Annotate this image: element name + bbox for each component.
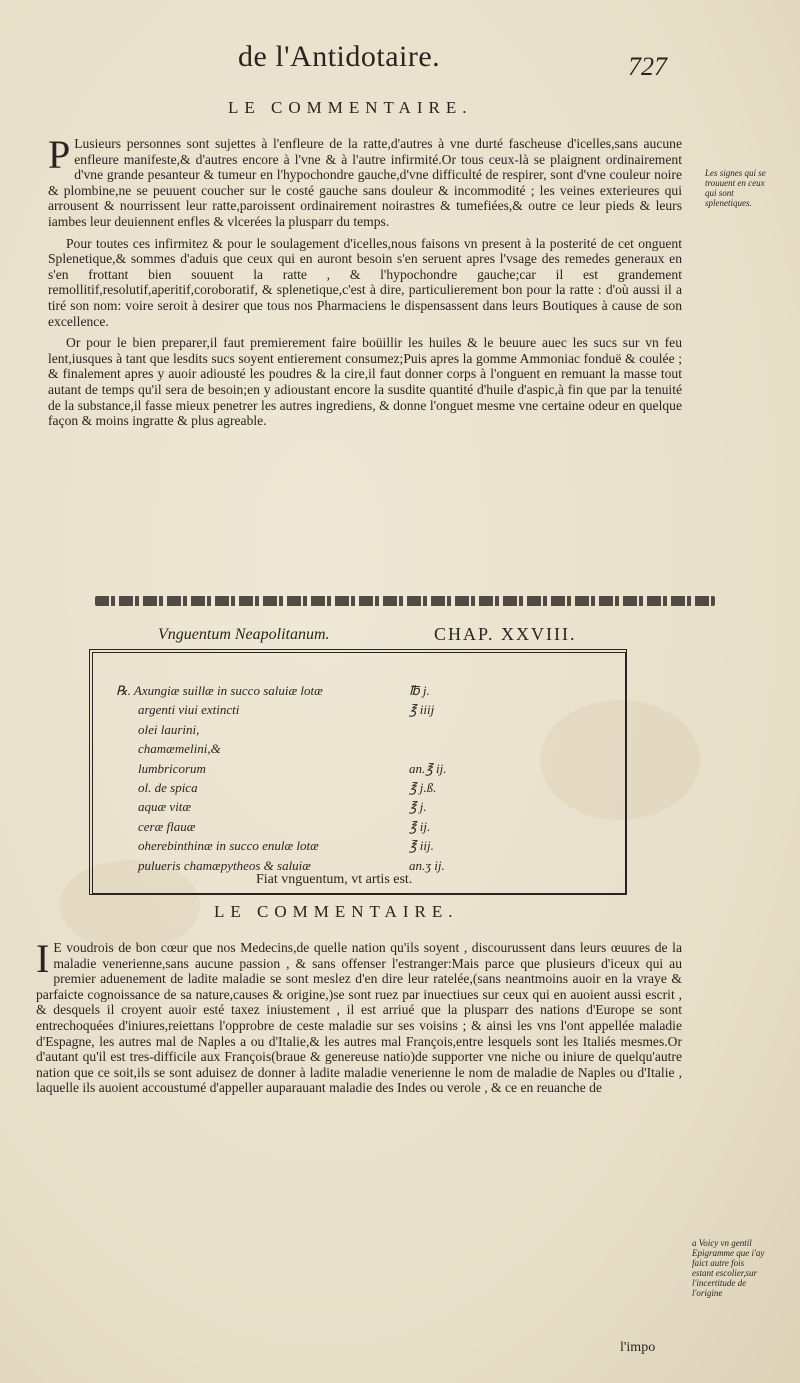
recipe-ingredient: argenti viui extincti <box>138 702 240 718</box>
paragraph: Or pour le bien preparer,il faut premierement faire boüillir les huiles & le beuure auec les sucs sur vn feu lent,iusques à tant que lesdits sucs soyent entierement consumez;Puis apres la gomme Ammoniac fonduë & coulée ; & finalement apres y auoir adiousté les poudres & la cire,il faut donner corps à l'onguent en remuant la masse tout autant de temps qu'il sera de besoin;en y adioustant encore la susdite quantité d'huile d'aspic,à fin que par la tenuité de la substance,il fasse mieux penetrer les autres ingrediens, & donne l'onguet mesme vne certaine odeur en quelque façon & moins ingratte & plus agreable. <box>48 335 682 429</box>
running-header: de l'Antidotaire. <box>238 40 441 73</box>
catchword: l'impo <box>620 1340 656 1355</box>
recipe-ingredient: aquæ vitæ <box>138 799 192 815</box>
recipe-closing: Fiat vnguentum, vt artis est. <box>256 872 413 887</box>
recipe-row <box>116 761 496 780</box>
recipe-row <box>116 702 496 721</box>
recipe-quantity: ℥ j. <box>409 799 427 815</box>
recipe-row <box>116 799 496 818</box>
recipe-ingredient: olei laurini, <box>138 721 200 737</box>
chapter-title: Vnguentum Neapolitanum. <box>158 626 330 643</box>
recipe-row <box>116 838 496 857</box>
section-heading-commentary: LE COMMENTAIRE. <box>228 98 473 117</box>
recipe-list <box>116 683 496 877</box>
recipe-row <box>116 722 496 741</box>
drop-cap: I <box>36 936 50 981</box>
recipe-row <box>116 819 496 838</box>
recipe-ingredient: ol. de spica <box>138 779 198 795</box>
recipe-quantity: ℥ ij. <box>409 818 431 834</box>
recipe-ingredient: ℞. Axungiæ suillæ in succo saluiæ lotæ <box>116 683 323 698</box>
recipe-quantity: ℥ iij. <box>409 838 434 854</box>
drop-cap: P <box>48 132 71 177</box>
paragraph: P Lusieurs personnes sont sujettes à l'enfleure de la ratte,d'autres à vne durté fascheuse d'icelles,sans aucune enfleure manifeste,& d'autres encore à l'vne & à l'autre infirmité.Or tous ceux-là se plaignent ordinairement d'vne grande pesanteur & tumeur en l'hypochondre gauche,d'vne difficulté de respirer, sont d'vne couleur noire & plombine,ne se peuuent coucher sur le costé gauche sans douleur & incommodité ; les veines exterieures qui arrousent & nourrissent leur ratte,paroissent ordinairement noirastres & tumefiées,& outre ce leur pieds & leurs iambes leur deuiennent enfles & vlcerées la plusparr du temps. <box>48 132 682 229</box>
page-number: 727 <box>628 52 667 81</box>
recipe-ingredient: lumbricorum <box>138 760 206 776</box>
recipe-quantity: ℔ j. <box>409 683 430 698</box>
ornamental-rule <box>95 596 715 606</box>
paragraph: I E voudrois de bon cœur que nos Medecins,de quelle nation qu'ils soyent , discourussent dans leurs œuures de la maladie venerienne,sans aucune passion , & sans offenser l'estranger:Mais parce que plusieurs d'iceux qui au premier aduenement de ladite maladie se sont meslez d'en dire leur ratelée,(sans neantmoins auoir en la vraye & parfaicte cognoissance de sa nature,causes & origine,)se sont ruez par inuectiues sur ceux qui en auoient aussi escrit , & desquels il croyent auoir esté taxez iniustement , il est arriué que la plusparr des nations d'Europe se sont entrechoquées d'iniures,reiettans l'opprobre de ceste maladie sur ses voisins ; & ainsi les vns l'ont appellée maladie d'Espagne, les autres mal de Naples a ou d'Italie,& les autres mal François,entre lesquels sont les Italiés mesmes.Or d'autant qu'il est tres-difficile aux François(braue & genereuse natio)de supporter vne niche ou iniure de quelqu'autre nation que ce soit,ils se sont aduisez de donner à ladite maladie venerienne le nom de maladie de Naples ou d'Italie , laquelle ils auoient accoustumé d'appeller auparauant maladie des Indes ou verole , & ce en reuanche de <box>36 936 682 1096</box>
recipe-quantity: ℥ j.ß. <box>409 779 437 795</box>
chapter-label: CHAP. XXVIII. <box>434 624 577 644</box>
recipe-quantity: an.ʒ ij. <box>409 857 445 873</box>
recipe-ingredient: pulueris chamæpytheos & saluiæ <box>138 857 311 873</box>
recipe-quantity: ℥ iiij <box>409 702 435 718</box>
recipe-ingredient: chamæmelini,& <box>138 741 221 757</box>
section-heading-commentary: LE COMMENTAIRE. <box>214 902 459 921</box>
marginal-note: Les signes qui se trouuent en ceux qui sont splenetiques. <box>705 168 766 208</box>
recipe-quantity: an.℥ ij. <box>409 760 447 776</box>
commentary-text-1 <box>48 132 682 435</box>
recipe-ingredient: oherebinthinæ in succo enulæ lotæ <box>138 838 319 854</box>
marginal-note: a Voicy vn gentil Epigramme que i'ay faict autre fois estant escolier,sur l'incertitude de l'origine <box>692 1238 765 1298</box>
recipe-row <box>116 741 496 760</box>
recipe-row <box>116 780 496 799</box>
recipe-ingredient: ceræ flauæ <box>138 818 196 834</box>
paragraph: Pour toutes ces infirmitez & pour le soulagement d'icelles,nous faisons vn present à la posterité de cet onguent Splenetique,& sommes d'aduis que ceux qui en auront besoin s'en seruent apres l'vsage des remedes generaux en s'en frottant bien souuent la ratte , & l'hypochondre gauche;car il est grandement remollitif,resolutif,aperitif,coroboratif, & splenetique,c'est à dire, particulierement bon pour la ratte : d'où aussi il a tiré son nom: voire seroit à desirer que tous nos Pharmaciens le dispensassent dans leurs Boutiques à cause de son excellence. <box>48 235 682 329</box>
recipe-row <box>116 683 496 702</box>
commentary-text-2 <box>36 936 682 1102</box>
